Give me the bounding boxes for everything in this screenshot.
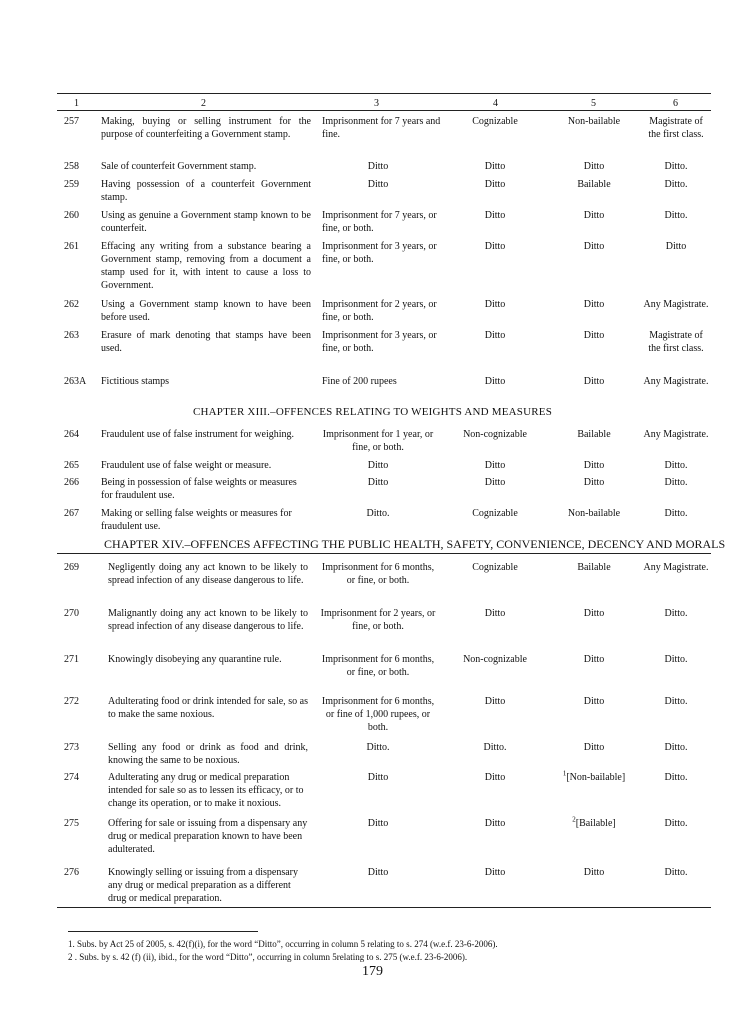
bailable-text: Ditto <box>583 608 605 619</box>
court-text: Ditto. <box>664 179 688 190</box>
col-header-2: 2 <box>201 98 206 109</box>
cognizable-text: Ditto <box>484 161 506 172</box>
punishment-text: Imprisonment for 7 years and fine. <box>322 116 441 140</box>
section-number: 272 <box>64 696 79 707</box>
offence-text: Fraudulent use of false weight or measure. <box>101 460 272 471</box>
section-number: 260 <box>64 210 79 221</box>
offence-text: Malignantly doing any act known to be likely to spread infection of any disease dangerous to life. <box>108 608 308 632</box>
punishment-text: Ditto <box>367 772 389 783</box>
cognizable-text: Ditto <box>484 330 506 341</box>
footnote-ref: 1 <box>562 769 567 778</box>
section-number: 257 <box>64 116 79 127</box>
court-text: Any Magistrate. <box>643 562 709 573</box>
cognizable-text: Ditto <box>484 608 506 619</box>
cognizable-text: Cognizable <box>472 562 518 573</box>
chapter-rule <box>57 553 711 554</box>
bailable-text: Ditto <box>583 210 605 221</box>
footnote-2: 2 . Subs. by s. 42 (f) (ii), ibid., for the word “Ditto”, occurring in column 5relating to s. 275 (w.e.f. 23-6-2006). <box>68 952 468 962</box>
bailable-text: Bailable <box>577 179 611 190</box>
section-number: 263A <box>64 376 87 387</box>
punishment-text: Ditto <box>367 460 389 471</box>
court-text: Ditto <box>665 241 687 252</box>
offence-text: Adulterating any drug or medical preparation intended for sale so as to lessen its efficacy, or to change its operation, or to make it noxious. <box>108 772 304 809</box>
court-text: Ditto. <box>664 654 688 665</box>
offence-text: Selling any food or drink as food and drink, knowing the same to be noxious. <box>108 742 308 766</box>
section-number: 264 <box>64 429 79 440</box>
table-top-rule <box>57 93 711 94</box>
offence-text: Making, buying or selling instrument for the purpose of counterfeiting a Government stamp. <box>101 116 311 140</box>
punishment-text: Ditto <box>367 161 389 172</box>
punishment-text: Ditto. <box>366 508 390 519</box>
col-header-6: 6 <box>673 98 678 109</box>
bailable-text: Non-bailable <box>567 116 621 127</box>
punishment-text: Imprisonment for 6 months, or fine, or both. <box>321 654 435 678</box>
offence-text: Making or selling false weights or measures for fraudulent use. <box>101 508 292 532</box>
punishment-text: Ditto <box>367 179 389 190</box>
cognizable-text: Non-cognizable <box>463 429 527 440</box>
cognizable-text: Ditto <box>484 477 506 488</box>
court-text: Ditto. <box>664 508 688 519</box>
offence-text: Offering for sale or issuing from a dispensary any drug or medical preparation known to have been adulterated. <box>108 818 308 855</box>
punishment-text: Imprisonment for 6 months, or fine of 1,000 rupees, or both. <box>321 696 435 733</box>
bailable-text: Non-bailable <box>567 508 621 519</box>
bailable-value: [Non-bailable] <box>566 772 626 783</box>
footnote-ref: 2 <box>572 815 576 824</box>
offence-text: Negligently doing any act known to be likely to spread infection of any disease dangerous to life. <box>108 562 308 586</box>
offence-text: Erasure of mark denoting that stamps have been used. <box>101 330 311 354</box>
punishment-text: Imprisonment for 1 year, or fine, or both. <box>322 429 434 453</box>
bailable-text: Ditto <box>583 330 605 341</box>
bailable-text: Bailable <box>577 562 611 573</box>
cognizable-text: Ditto <box>484 376 506 387</box>
offence-text: Sale of counterfeit Government stamp. <box>101 161 257 172</box>
cognizable-text: Ditto <box>484 179 506 190</box>
court-text: Ditto. <box>664 477 688 488</box>
bailable-text <box>545 771 643 784</box>
section-number: 265 <box>64 460 79 471</box>
cognizable-text: Ditto <box>484 867 506 878</box>
bailable-value: [Bailable] <box>575 818 616 829</box>
court-text: Ditto. <box>664 460 688 471</box>
court-text: Ditto. <box>664 696 688 707</box>
court-text: Ditto. <box>664 867 688 878</box>
section-number: 270 <box>64 608 79 619</box>
bailable-text: Ditto <box>583 460 605 471</box>
cognizable-text: Non-cognizable <box>463 654 527 665</box>
section-number: 258 <box>64 161 79 172</box>
offence-text: Having possession of a counterfeit Government stamp. <box>101 179 311 203</box>
cognizable-text: Ditto <box>484 818 506 829</box>
offence-text: Effacing any writing from a substance bearing a Government stamp, removing from a document a stamp used for it, with intent to cause a loss to Government. <box>101 241 311 291</box>
col-header-4: 4 <box>493 98 498 109</box>
offence-text: Knowingly disobeying any quarantine rule. <box>108 654 282 665</box>
bailable-text: Ditto <box>583 696 605 707</box>
punishment-text: Ditto <box>367 477 389 488</box>
section-number: 271 <box>64 654 79 665</box>
section-number: 276 <box>64 867 79 878</box>
bailable-text: Ditto <box>583 376 605 387</box>
bailable-text: Ditto <box>583 867 605 878</box>
section-number: 273 <box>64 742 79 753</box>
bailable-text <box>545 817 643 830</box>
section-number: 263 <box>64 330 79 341</box>
court-text: Magistrate of the first class. <box>648 116 704 140</box>
page-number: 179 <box>362 964 383 979</box>
court-text: Any Magistrate. <box>643 429 709 440</box>
col-header-3: 3 <box>374 98 379 109</box>
court-text: Ditto. <box>664 772 688 783</box>
cognizable-text: Ditto <box>484 241 506 252</box>
punishment-text: Imprisonment for 2 years, or fine, or both. <box>320 608 436 632</box>
section-number: 259 <box>64 179 79 190</box>
section-number: 261 <box>64 241 79 252</box>
offence-text: Knowingly selling or issuing from a dispensary any drug or medical preparation as a different drug or medical preparation. <box>108 867 298 904</box>
chapter-heading: CHAPTER XIV.–OFFENCES AFFECTING THE PUBLIC HEALTH, SAFETY, CONVENIENCE, DECENCY AND MORALS <box>104 537 726 551</box>
footnote-1: 1. Subs. by Act 25 of 2005, s. 42(f)(i), for the word “Ditto”, occurring in column 5 relating to s. 274 (w.e.f. 23-6-2006). <box>68 939 498 949</box>
bailable-text: Ditto <box>583 477 605 488</box>
punishment-text: Ditto <box>367 867 389 878</box>
cognizable-text: Ditto <box>484 696 506 707</box>
court-text: Ditto. <box>664 608 688 619</box>
cognizable-text: Ditto. <box>483 742 507 753</box>
court-text: Ditto. <box>664 818 688 829</box>
cognizable-text: Cognizable <box>472 116 518 127</box>
offence-text: Adulterating food or drink intended for sale, so as to make the same noxious. <box>108 696 308 720</box>
cognizable-text: Cognizable <box>472 508 518 519</box>
section-number: 275 <box>64 818 79 829</box>
punishment-text: Imprisonment for 3 years, or fine, or both. <box>322 330 437 354</box>
offence-text: Using as genuine a Government stamp known to be counterfeit. <box>101 210 311 234</box>
chapter-heading: CHAPTER XIII.–OFFENCES RELATING TO WEIGHTS AND MEASURES <box>192 406 553 418</box>
punishment-text: Ditto. <box>366 742 390 753</box>
header-bottom-rule <box>57 110 711 111</box>
bailable-text: Ditto <box>583 161 605 172</box>
section-number: 267 <box>64 508 79 519</box>
punishment-text: Fine of 200 rupees <box>322 376 397 387</box>
court-text: Ditto. <box>664 210 688 221</box>
court-text: Any Magistrate. <box>643 376 709 387</box>
bailable-text: Ditto <box>583 299 605 310</box>
court-text: Ditto. <box>664 161 688 172</box>
cognizable-text: Ditto <box>484 210 506 221</box>
cognizable-text: Ditto <box>484 299 506 310</box>
offence-text: Fraudulent use of false instrument for weighing. <box>101 429 295 440</box>
bailable-text: Ditto <box>583 241 605 252</box>
punishment-text: Imprisonment for 7 years, or fine, or both. <box>322 210 437 234</box>
punishment-text: Ditto <box>367 818 389 829</box>
court-text: Any Magistrate. <box>643 299 709 310</box>
bailable-text: Ditto <box>583 654 605 665</box>
offence-text: Fictitious stamps <box>101 376 170 387</box>
col-header-5: 5 <box>591 98 596 109</box>
section-number: 269 <box>64 562 79 573</box>
offence-text: Using a Government stamp known to have been before used. <box>101 299 311 323</box>
bailable-text: Bailable <box>577 429 611 440</box>
col-header-1: 1 <box>74 98 79 109</box>
section-number: 266 <box>64 477 79 488</box>
court-text: Ditto. <box>664 742 688 753</box>
punishment-text: Imprisonment for 6 months, or fine, or both. <box>321 562 435 586</box>
section-number: 274 <box>64 772 79 783</box>
court-text: Magistrate of the first class. <box>648 330 704 354</box>
bailable-text: Ditto <box>583 742 605 753</box>
offence-text: Being in possession of false weights or measures for fraudulent use. <box>101 477 297 501</box>
cognizable-text: Ditto <box>484 772 506 783</box>
section-number: 262 <box>64 299 79 310</box>
cognizable-text: Ditto <box>484 460 506 471</box>
footnote-separator <box>68 931 258 932</box>
punishment-text: Imprisonment for 3 years, or fine, or both. <box>322 241 437 265</box>
table-bottom-rule <box>57 907 711 908</box>
punishment-text: Imprisonment for 2 years, or fine, or both. <box>322 299 437 323</box>
